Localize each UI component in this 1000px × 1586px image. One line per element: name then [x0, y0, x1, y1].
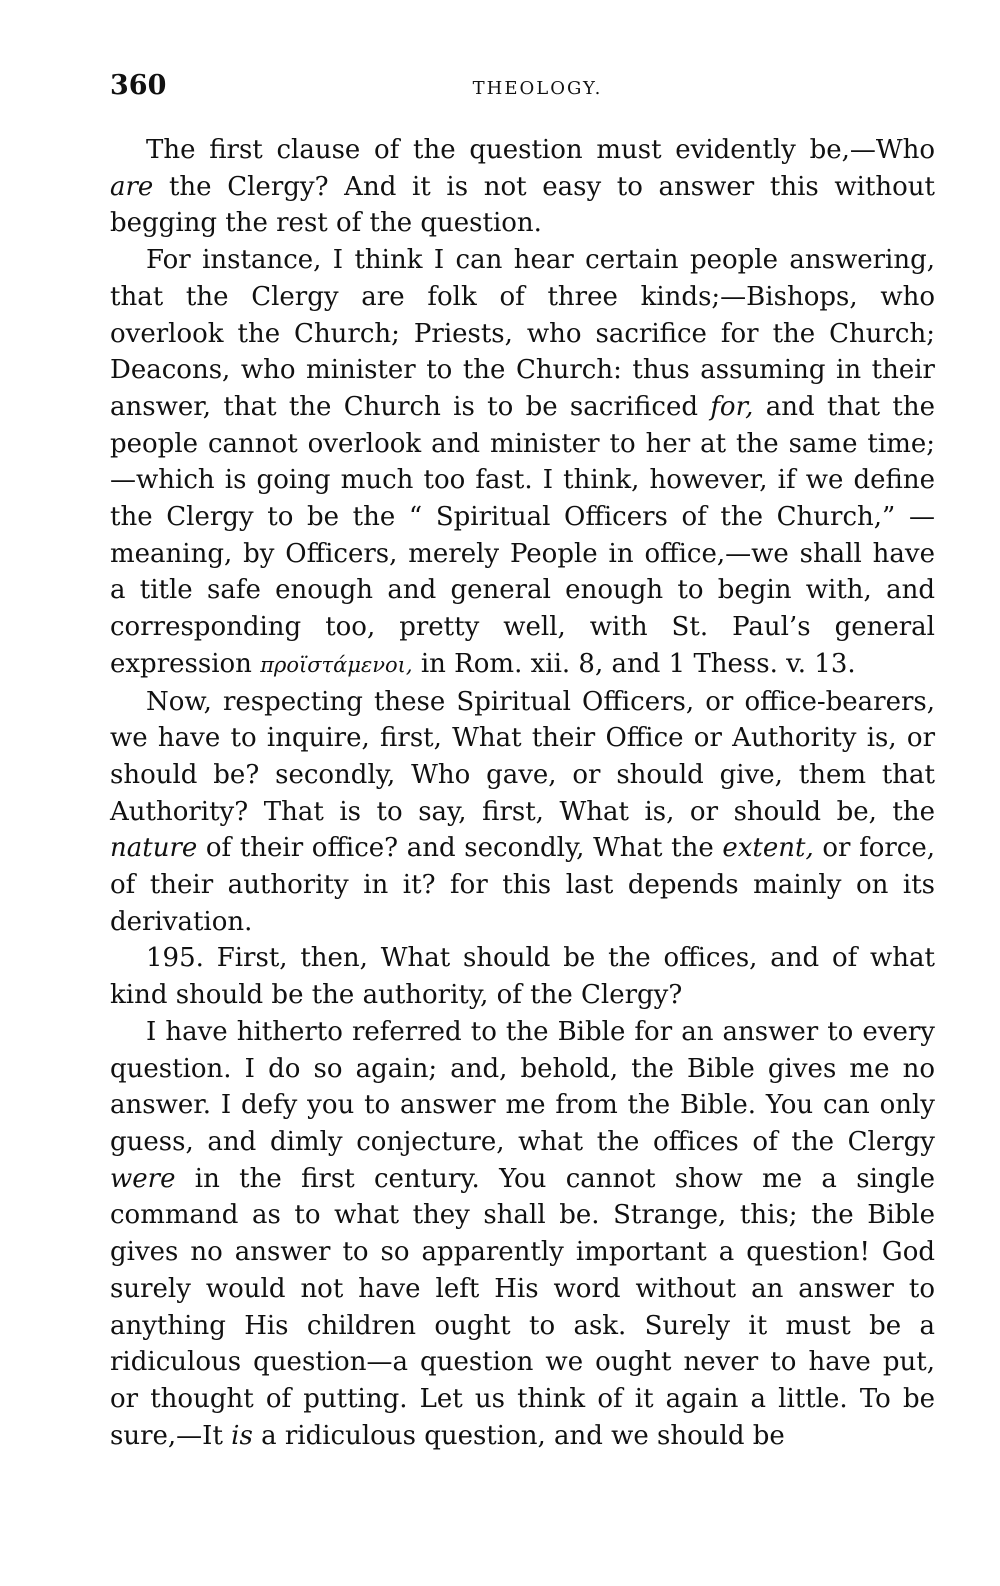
- italic-text: nature: [110, 833, 198, 864]
- italic-text: are: [110, 171, 154, 202]
- paragraph: [110, 242, 935, 683]
- text-run: Now, respecting these Spiritual Officers, or office-bearers, we have to inquire, first, What their Office or Authority is, or should be? secondly, Who gave, or should give, them that Authority? That is to say, first, What is, or should be, the: [110, 686, 935, 827]
- paragraph: [110, 132, 935, 242]
- text-run: The first clause of the question must evidently be,—Who: [146, 135, 935, 165]
- text-run: the Clergy? And it is not easy to answer this without begging the rest of the question.: [110, 171, 935, 239]
- italic-text: were: [110, 1163, 176, 1194]
- text-run: and that the people cannot overlook and minister to her at the same time; —which is going much too fast. I think, however, if we define the Clergy to be the “ Spiritual Officers of the Church,” —meaning, by Officers, merely People in office,—we shall have a title safe enough and general enough to begin with, and corresponding too, pretty well, with St. Paul’s general expression: [110, 391, 935, 679]
- text-run: of their office? and secondly, What the: [197, 833, 723, 864]
- text-run: I have hitherto referred to the Bible for an answer to every question. I do so again; and, behold, the Bible gives me no answer. I defy you to answer me from the Bible. You can only guess, and dimly conjecture, what the offices of the Clergy: [110, 1016, 935, 1157]
- text-run: or force, of their authority in it? for this last depends mainly on its derivation.: [110, 833, 936, 937]
- paragraph: [110, 684, 935, 941]
- italic-text: is: [231, 1420, 253, 1451]
- greek-word: προϊστάμενοι,: [260, 652, 413, 677]
- italic-text: extent,: [722, 833, 814, 864]
- text-run: 195. First, then, What should be the offices, and of what kind should be the authority, of the Clergy?: [110, 943, 935, 1011]
- text-run: in the first century. You cannot show me a single command as to what they shall be. Strange, this; the Bible gives no answer to so apparently important a question! God surely would not have left His word without an answer to anything His children ought to ask. Surely it must be a ridiculous question—a question we ought never to have put, or thought of putting. Let us think of it again a little. To be sure,—It: [110, 1163, 935, 1451]
- paragraph: [110, 1014, 935, 1454]
- running-title: THEOLOGY.: [472, 78, 603, 99]
- text-run: For instance, I think I can hear certain people answering, that the Clergy are folk of three kinds;—Bishops, who overlook the Church; Priests, who sacrifice for the Church; Deacons, who minister to the Church: thus assuming in their answer, that the Church is to be sacrificed: [110, 245, 935, 422]
- page-number: 360: [110, 70, 167, 101]
- italic-text: for,: [710, 391, 754, 422]
- body-text: [110, 132, 935, 1454]
- book-page: [110, 70, 935, 1454]
- running-head: [110, 70, 935, 110]
- paragraph: [110, 940, 935, 1013]
- text-run: in Rom. xii. 8, and 1 Thess. v. 13.: [412, 648, 856, 679]
- text-run: a ridiculous question, and we should be: [252, 1420, 785, 1451]
